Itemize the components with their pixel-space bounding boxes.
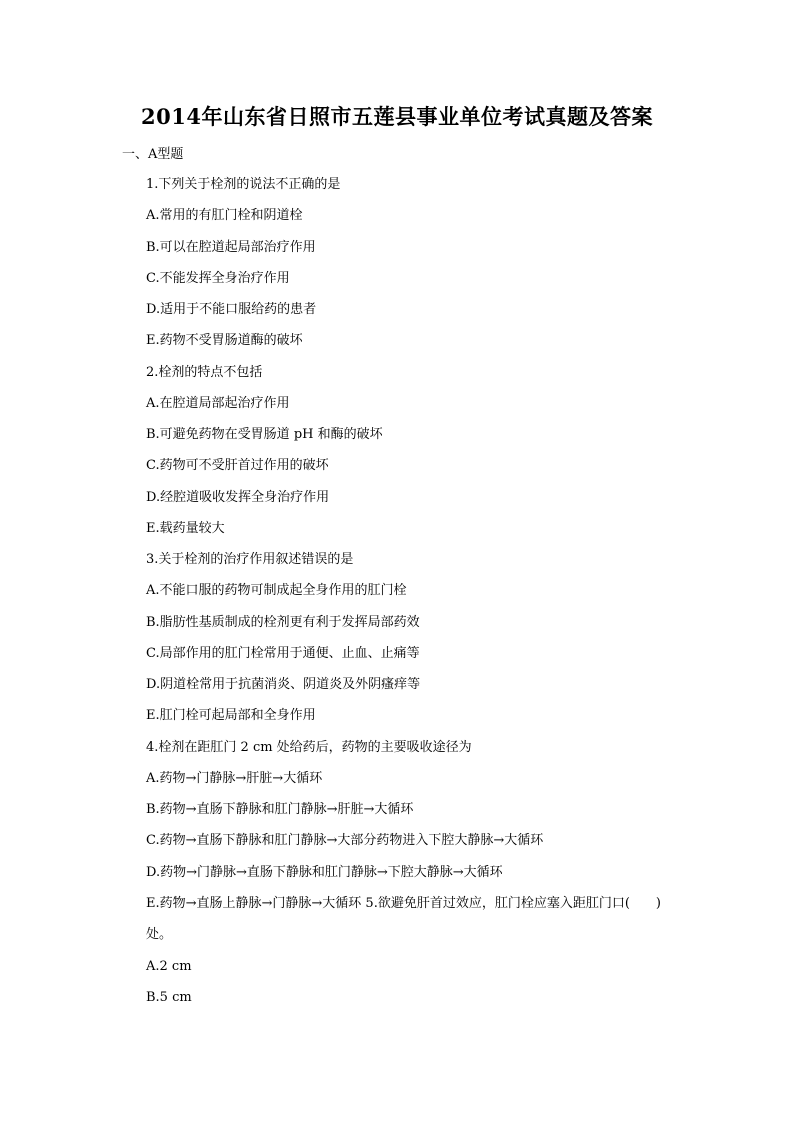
option-line: E.肛门栓可起局部和全身作用	[146, 708, 316, 724]
option-line: D.阴道栓常用于抗菌消炎、阴道炎及外阴瘙痒等	[146, 677, 421, 692]
option-line: A.不能口服的药物可制成起全身作用的肛门栓	[146, 583, 407, 599]
option-line: C.局部作用的肛门栓常用于通便、止血、止痛等	[146, 645, 420, 661]
option-line: D.经腔道吸收发挥全身治疗作用	[146, 489, 330, 505]
option-line: C.不能发挥全身治疗作用	[146, 270, 290, 286]
option-line: A.在腔道局部起治疗作用	[146, 395, 290, 411]
question-line: 4.栓剂在距肛门 2 cm 处给药后，药物的主要吸收途径为	[146, 739, 472, 755]
question-body	[146, 174, 666, 1018]
option-line: A.2 cm	[146, 958, 192, 974]
option-line: B.脂肪性基质制成的栓剂更有利于发挥局部药效	[146, 614, 420, 630]
question-line: 3.关于栓剂的治疗作用叙述错误的是	[146, 552, 354, 567]
option-line: A.药物→门静脉→肝脏→大循环	[146, 770, 323, 786]
option-line: D.药物→门静脉→直肠下静脉和肛门静脉→下腔大静脉→大循环	[146, 864, 503, 880]
option-line: B.可避免药物在受胃肠道 pH 和酶的破坏	[146, 427, 383, 442]
option-line: B.药物→直肠下静脉和肛门静脉→肝脏→大循环	[146, 802, 414, 817]
option-and-question-line: E.药物→直肠上静脉→门静脉→大循环 5.欲避免肝首过效应，肛门栓应塞入距肛门口( )处。	[146, 895, 661, 942]
option-line: C.药物→直肠下静脉和肛门静脉→大部分药物进入下腔大静脉→大循环	[146, 833, 544, 849]
section-heading: 一、A型题	[122, 147, 184, 162]
question-line: 2.栓剂的特点不包括	[146, 364, 263, 380]
option-line: B.5 cm	[146, 990, 192, 1005]
document-title: 2014年山东省日照市五莲县事业单位考试真题及答案	[141, 104, 653, 129]
option-line: A.常用的有肛门栓和阴道栓	[146, 208, 303, 224]
question-line: 1.下列关于栓剂的说法不正确的是	[146, 177, 341, 192]
option-line: B.可以在腔道起局部治疗作用	[146, 239, 316, 255]
option-line: C.药物可不受肝首过作用的破坏	[146, 458, 329, 474]
option-line: E.药物不受胃肠道酶的破坏	[146, 333, 303, 349]
option-line: D.适用于不能口服给药的患者	[146, 302, 317, 317]
option-line: E.载药量较大	[146, 520, 225, 536]
